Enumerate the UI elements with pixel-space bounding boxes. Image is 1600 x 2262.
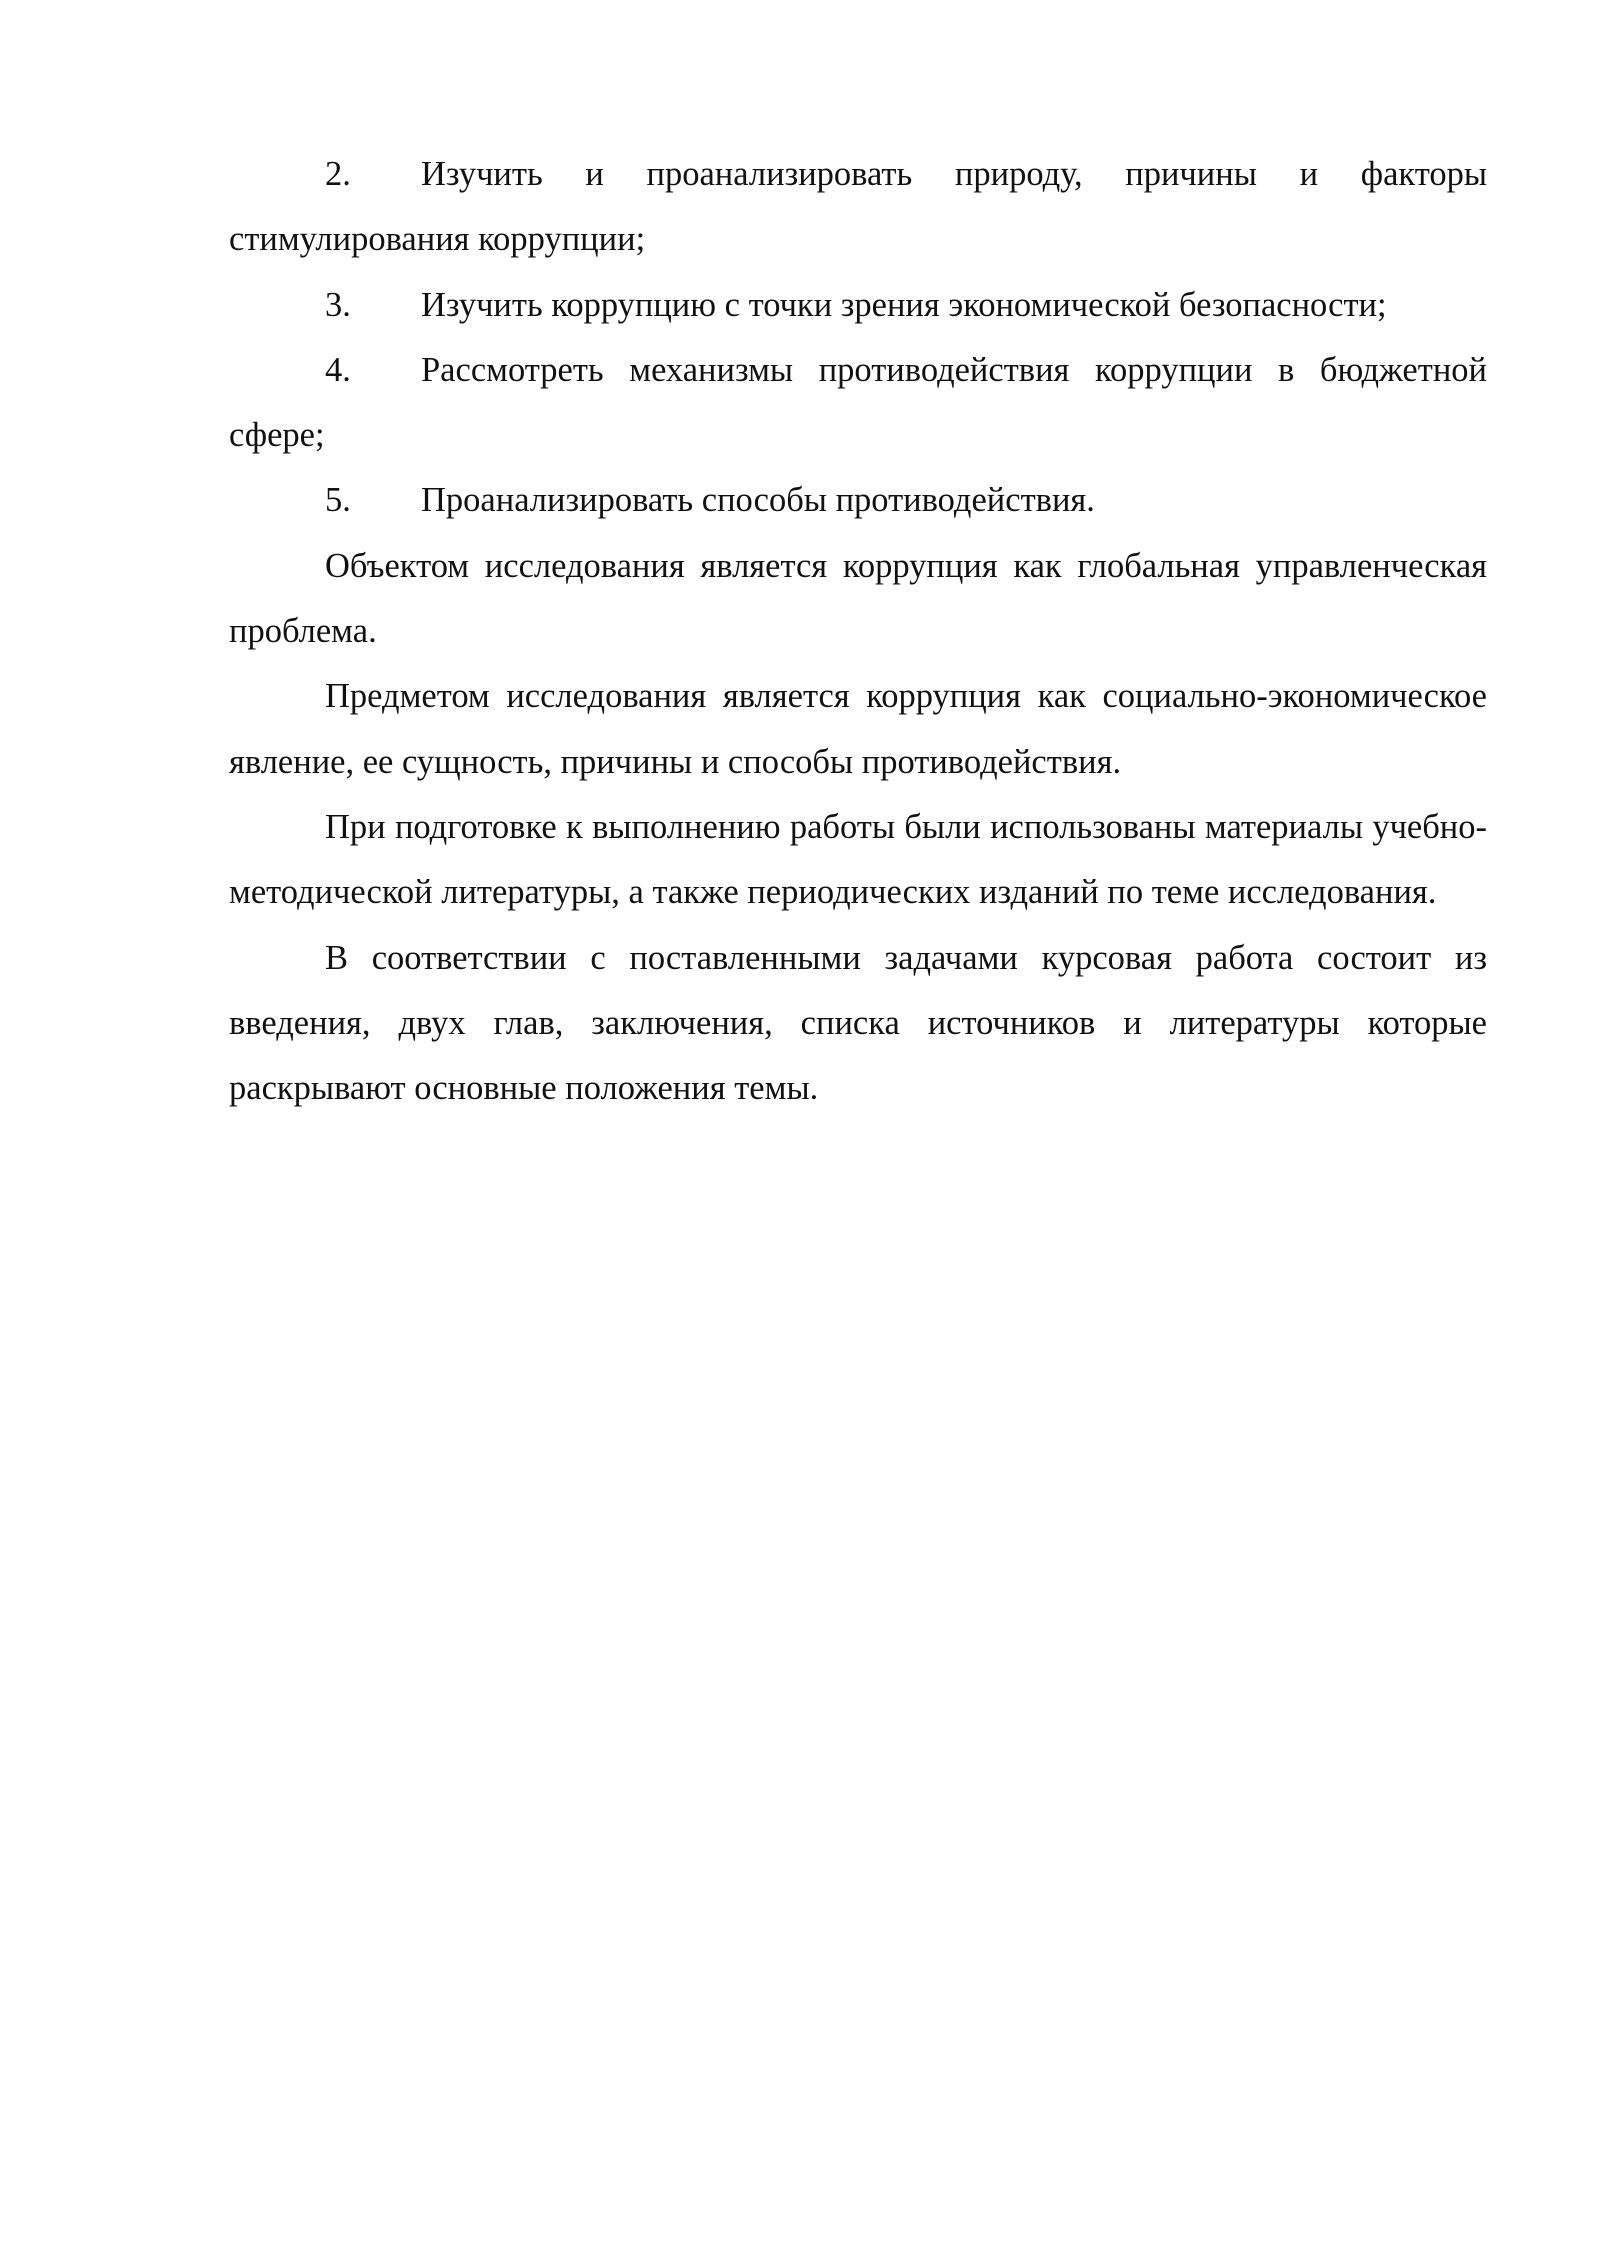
list-item-text: Изучить и проанализировать природу, причины и факторы стимулирования коррупции; [229, 155, 1487, 259]
document-body [229, 142, 1487, 1121]
list-item-text: Изучить коррупцию с точки зрения экономической безопасности; [421, 285, 1387, 324]
list-item-text: Рассмотреть механизмы противодействия коррупции в бюджетной сфере; [229, 350, 1487, 455]
materials-paragraph: При подготовке к выполнению работы были использованы материалы учебно-методической литературы, а также периодических изданий по теме исследования. [229, 807, 1487, 912]
list-number: 4. [325, 350, 351, 389]
task-list-item-5 [229, 468, 1487, 533]
structure-paragraph: В соответствии с поставленными задачами курсовая работа состоит из введения, двух глав, заключения, списка источников и литературы которые раскрывают основные положения темы. [229, 938, 1487, 1108]
task-list-item-3 [229, 273, 1487, 338]
list-number: 2. [325, 155, 351, 193]
task-list-item-4 [229, 338, 1487, 469]
research-object-paragraph: Объектом исследования является коррупция как глобальная управленческая проблема. [229, 546, 1487, 651]
research-subject-paragraph: Предметом исследования является коррупция как социально-экономическое явление, ее сущность, причины и способы противодействия. [229, 677, 1487, 781]
list-number: 5. [325, 481, 351, 520]
list-number: 3. [325, 285, 351, 324]
list-item-text: Проанализировать способы противодействия. [421, 481, 1095, 520]
task-list-item-2 [229, 142, 1487, 273]
